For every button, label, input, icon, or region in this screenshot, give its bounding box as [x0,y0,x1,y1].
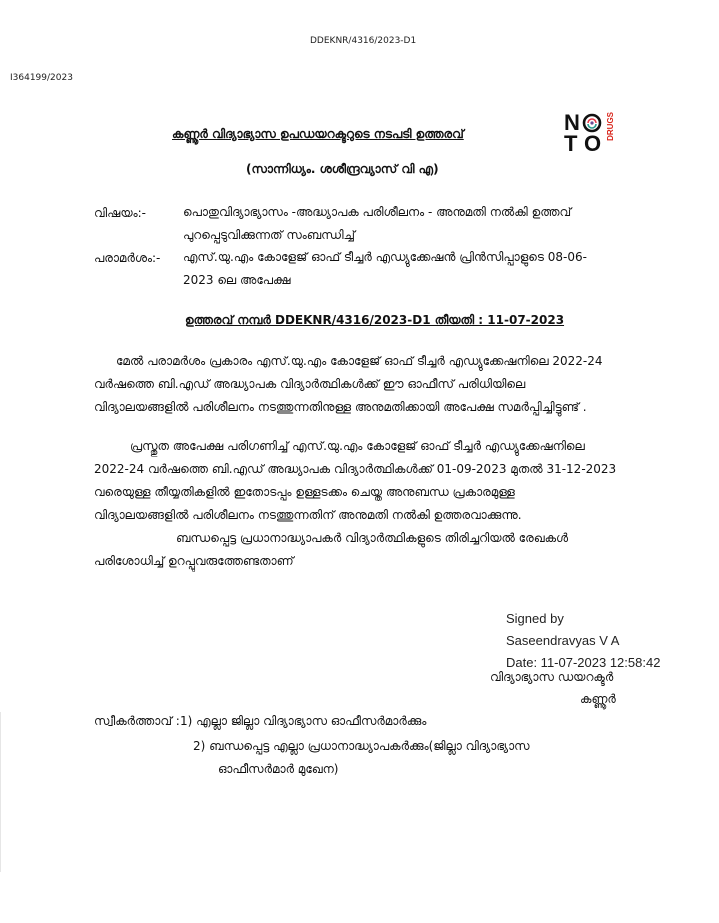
logo-letter-n: N [564,110,579,135]
reference-number: I364199/2023 [10,73,73,83]
logo-swirl-icon [582,113,602,133]
reference-line: 2023 ലെ അപേക്ഷ [183,273,291,287]
paragraph-line: മേൽ പരാമർശം പ്രകാരം എസ്.യു.എം കോളേജ് ഓഫ് ടീച്ചർ എഡ്യുക്കേഷനിലെ 2022-24 [116,354,603,368]
paragraph-line: വരെയുള്ള തീയ്യതികളിൽ ഇതോടപ്പം ഉള്ളടക്കം ചെയ്ത അനുബന്ധ പ്രകാരമുള്ള [94,485,515,499]
presence-line: (സാന്നിധ്യം. ശശീന്ദ്രവ്യാസ് വി എ) [246,162,439,176]
signature-date: Date: 11-07-2023 12:58:42 [506,655,661,670]
paragraph-line: പരിശോധിച്ച് ഉറപ്പുവരുത്തേണ്ടതാണ് [94,554,294,568]
page-edge-mark [0,712,5,872]
logo-letter-o: O [584,131,601,156]
paragraph-line: വർഷത്തെ ബി.എഡ് അദ്ധ്യാപക വിദ്യാർത്ഥികൾക്ക് ഈ ഓഫീസ് പരിധിയിലെ [94,377,526,391]
paragraph-line: 2022-24 വർഷത്തെ ബി.എഡ് അദ്ധ്യാപക വിദ്യാർത്ഥികൾക്ക് 01-09-2023 മുതൽ 31-12-2023 [94,462,617,476]
logo-letter-t: T [564,131,577,156]
paragraph-line: ബന്ധപ്പെട്ട പ്രധാനാദ്ധ്യാപകർ വിദ്യാർത്ഥികളുടെ തിരിച്ചറിയൽ രേഖകൾ [176,531,569,545]
signer-name: Saseendravyas V A [506,633,620,648]
signer-designation: വിദ്യാഭ്യാസ ഡയറക്ടർ [490,670,614,684]
reference-line: എസ്.യു.എം കോളേജ് ഓഫ് ടീച്ചർ എഡ്യുക്കേഷൻ പ്രിൻസിപ്പാളുടെ 08-06- [183,250,587,264]
recipient-item-continued: ഓഫീസർമാർ മുഖേന) [218,762,339,776]
reference-text [183,246,587,292]
recipient-item: 2) ബന്ധപ്പെട്ട എല്ലാ പ്രധാനാദ്ധ്യാപകർക്കും(ജില്ലാ വിദ്യാഭ്യാസ [193,739,530,753]
logo-drugs-text: DRUGS [606,112,615,141]
reference-label: പരാമർശം:- [94,251,161,265]
no-to-drugs-logo [562,110,622,160]
paragraph-2 [94,435,616,573]
recipients-label: സ്വീകർത്താവ് : [94,714,180,728]
paragraph-line: വിദ്യാലയങ്ങളിൽ പരിശീലനം നടത്തുന്നതിന് അനുമതി നൽകി ഉത്തരവാക്കുന്നു. [94,508,522,522]
subject-label: വിഷയം:- [94,206,146,220]
paragraph-line: വിദ്യാലയങ്ങളിൽ പരിശീലനം നടത്തുന്നതിനുള്ള അനുമതിക്കായി അപേക്ഷ സമർപ്പിച്ചിട്ടുണ്ട് . [94,400,587,414]
file-number: DDEKNR/4316/2023-D1 [310,36,417,46]
signed-by-label: Signed by [506,611,564,626]
document-title: കണ്ണൂർ വിദ്യാഭ്യാസ ഉപഡയറക്ടറുടെ നടപടി ഉത്തരവ് [172,127,464,141]
paragraph-line: പ്രസ്തുത അപേക്ഷ പരിഗണിച്ച് എസ്.യു.എം കോളേജ് ഓഫ് ടീച്ചർ എഡ്യുക്കേഷനിലെ [130,439,585,453]
paragraph-1 [94,350,603,419]
subject-line: പുറപ്പെടുവിക്കുന്നത് സംബന്ധിച്ച് [183,228,355,242]
subject-line: പൊതുവിദ്യാഭ്യാസം -അദ്ധ്യാപക പരിശീലനം - അനുമതി നൽകി ഉത്തവ് [183,205,572,219]
signer-place: കണ്ണൂർ [580,692,616,706]
subject-text [183,201,571,247]
order-number-line: ഉത്തരവ് നമ്പർ DDEKNR/4316/2023-D1 തീയതി : 11-07-2023 [185,313,565,327]
recipient-item: 1) എല്ലാ ജില്ലാ വിദ്യാഭ്യാസ ഓഫീസർമാർക്കും [180,714,427,728]
